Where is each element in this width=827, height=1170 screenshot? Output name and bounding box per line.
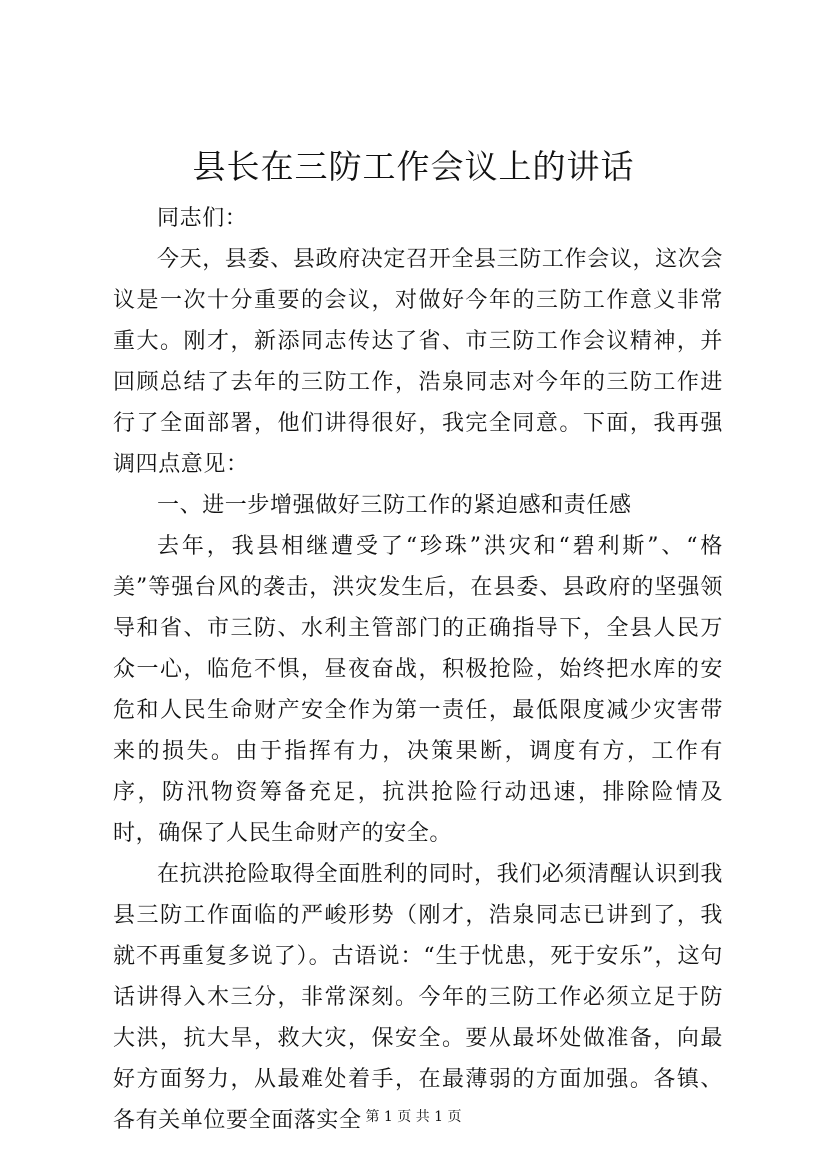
paragraph-opening: 今天，县委、县政府决定召开全县三防工作会议，这次会议是一次十分重要的会议，对做好今年的三防工作意义非常重大。刚才，新添同志传达了省、市三防工作会议精神，并回顾总结了去年的三防工作，浩泉同志对今年的三防工作进行了全面部署，他们讲得很好，我完全同意。下面，我再强调四点意见： <box>113 247 723 477</box>
section-heading-1: 一、进一步增强做好三防工作的紧迫感和责任感 <box>157 493 632 518</box>
salutation: 同志们： <box>157 206 248 231</box>
paragraph-situation: 在抗洪抢险取得全面胜利的同时，我们必须清醒认识到我县三防工作面临的严峻形势（刚才，浩泉同志已讲到了，我就不再重复多说了）。古语说：“生于忧患，死于安乐”，这句话讲得入木三分，非常深刻。今年的三防工作必须立足于防大洪，抗大旱，救大灾，保安全。要从最坏处做准备，向最好方面努力，从最难处着手，在最薄弱的方面加强。各镇、各有关单位要全面落实全 <box>113 862 723 1133</box>
document-body <box>113 198 723 1141</box>
page-number-footer: 第 1 页 共 1 页 <box>365 1109 462 1125</box>
document-title: 县长在三防工作会议上的讲话 <box>192 147 635 186</box>
paragraph-flood-review: 去年，我县相继遭受了“珍珠”洪灾和“碧利斯”、“格美”等强台风的袭击，洪灾发生后，在县委、县政府的坚强领导和省、市三防、水利主管部门的正确指导下，全县人民万众一心，临危不惧，昼夜奋战，积极抢险，始终把水库的安危和人民生命财产安全作为第一责任，最低限度减少灾害带来的损失。由于指挥有力，决策果断，调度有方，工作有序，防汛物资筹备充足，抗洪抢险行动迅速，排除险情及时，确保了人民生命财产的安全。 <box>113 534 723 846</box>
